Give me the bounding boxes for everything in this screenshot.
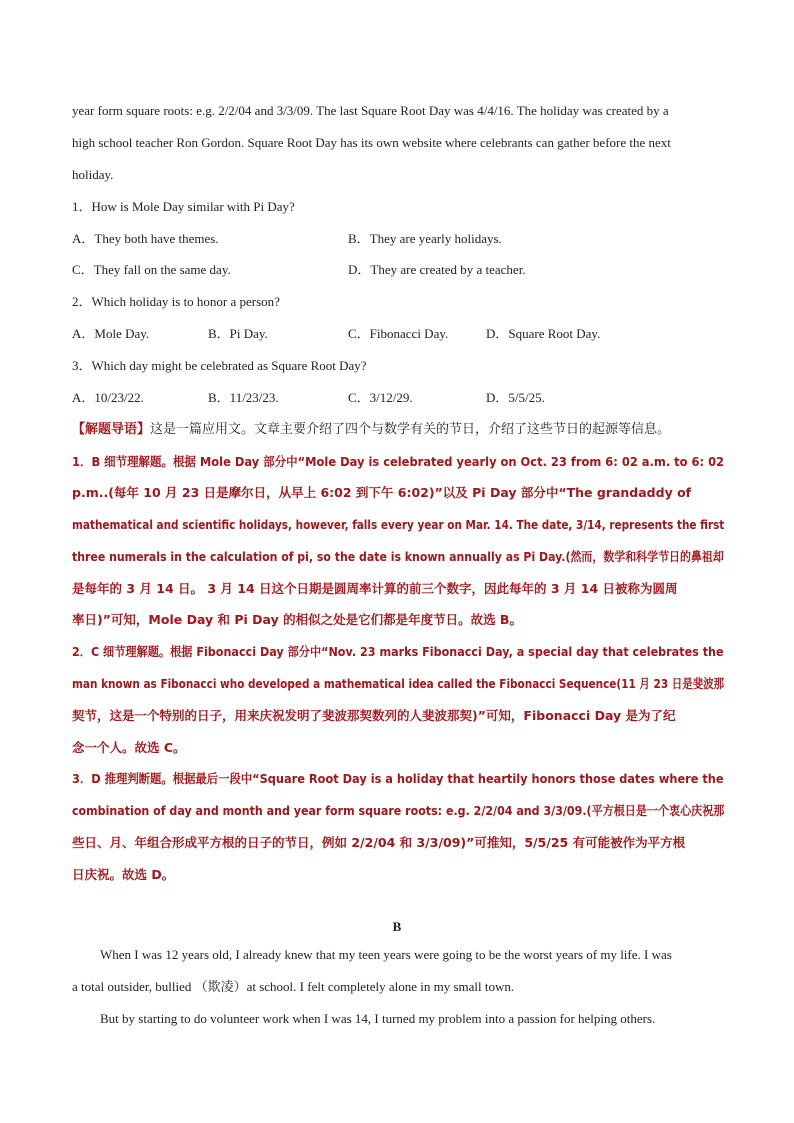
guide-text: 这是一篇应用文。文章主要介绍了四个与数学有关的节日，介绍了这些节日的起源等信息。 [150, 422, 671, 437]
passage-b-line-1: When I was 12 years old, I already knew that my teen years were going to be the worst years of my life. I was [100, 947, 672, 962]
question-1-option-d: D．They are created by a teacher. [348, 262, 526, 277]
question-1-option-b: B．They are yearly holidays. [348, 231, 502, 246]
question-2-option-d: D．Square Root Day. [486, 326, 601, 341]
explanation-line-13: 些日、月、年组合形成平方根的日子的节日，例如 2/2/04 和 3/3/09)”可推知，5/5/25 有可能被作为平方根 [72, 835, 686, 850]
question-2-option-a: A．Mole Day. [72, 326, 150, 341]
explanation-line-1: 1．B 细节理解题。根据 Mole Day 部分中“Mole Day is celebrated yearly on Oct. 23 from 6: 02 a.m. to 6: 02 [72, 454, 725, 469]
explanation-line-5: 是每年的 3 月 14 日。 3 月 14 日这个日期是圆周率计算的前三个数字，因此每年的 3 月 14 日被称为圆周 [72, 581, 678, 596]
question-1-stem: 1．How is Mole Day similar with Pi Day? [72, 199, 295, 214]
question-1-option-a: A．They both have themes. [72, 231, 219, 246]
passage-b-heading: B [392, 919, 402, 934]
explanation-line-7: 2．C 细节理解题。根据 Fibonacci Day 部分中“Nov. 23 marks Fibonacci Day, a special day that celebrates the [72, 644, 724, 659]
question-2-option-b: B．Pi Day. [208, 326, 268, 341]
guide-label: 【解题导语】 [72, 422, 151, 437]
explanation-line-6: 率日)”可知，Mole Day 和 Pi Day 的相似之处是它们都是年度节日。故选 B。 [72, 612, 522, 627]
explanation-line-14: 日庆祝。故选 D。 [72, 867, 175, 882]
explanation-line-9: 契节，这是一个特别的日子，用来庆祝发明了斐波那契数列的人斐波那契)”可知，Fibonacci Day 是为了纪 [72, 708, 676, 723]
passage-a-line-3: holiday. [72, 167, 114, 182]
explanation-line-12: combination of day and month and year form square roots: e.g. 2/2/04 and 3/3/09.(平方根日是一个衷心庆祝那 [72, 803, 725, 818]
question-3-option-d: D．5/5/25. [486, 390, 545, 405]
passage-a-line-2: high school teacher Ron Gordon. Square Root Day has its own website where celebrants can gather before the next [72, 135, 671, 150]
explanation-line-8: man known as Fibonacci who developed a mathematical idea called the Fibonacci Sequence(11 月 23 日是斐波那 [72, 676, 725, 691]
explanation-line-11: 3．D 推理判断题。根据最后一段中“Square Root Day is a holiday that heartily honors those dates where the [72, 771, 724, 786]
explanation-line-3: mathematical and scientific holidays, however, falls every year on Mar. 14. The date, 3/14, represents the first [72, 517, 725, 532]
question-3-stem: 3．Which day might be celebrated as Square Root Day? [72, 358, 367, 373]
passage-a-line-1: year form square roots: e.g. 2/2/04 and 3/3/09. The last Square Root Day was 4/4/16. The holiday was created by a [72, 103, 669, 118]
question-1-option-c: C．They fall on the same day. [72, 262, 231, 277]
explanation-line-10: 念一个人。故选 C。 [72, 740, 186, 755]
question-2-option-c: C．Fibonacci Day. [348, 326, 449, 341]
guide [72, 421, 670, 439]
question-3-option-a: A．10/23/22. [72, 390, 144, 405]
question-3-option-b: B．11/23/23. [208, 390, 279, 405]
passage-b-line-2: a total outsider, bullied （欺凌）at school. I felt completely alone in my small town. [72, 979, 515, 994]
question-2-stem: 2．Which holiday is to honor a person? [72, 294, 280, 309]
explanation-line-4: three numerals in the calculation of pi, so the date is known annually as Pi Day.(然而，数学和科学节日的鼻祖却 [72, 549, 724, 564]
passage-b-line-3: But by starting to do volunteer work when I was 14, I turned my problem into a passion for helping others. [100, 1011, 656, 1026]
explanation-line-2: p.m..(每年 10 月 23 日是摩尔日，从早上 6:02 到下午 6:02)”以及 Pi Day 部分中“The grandaddy of [72, 485, 692, 500]
question-3-option-c: C．3/12/29. [348, 390, 413, 405]
